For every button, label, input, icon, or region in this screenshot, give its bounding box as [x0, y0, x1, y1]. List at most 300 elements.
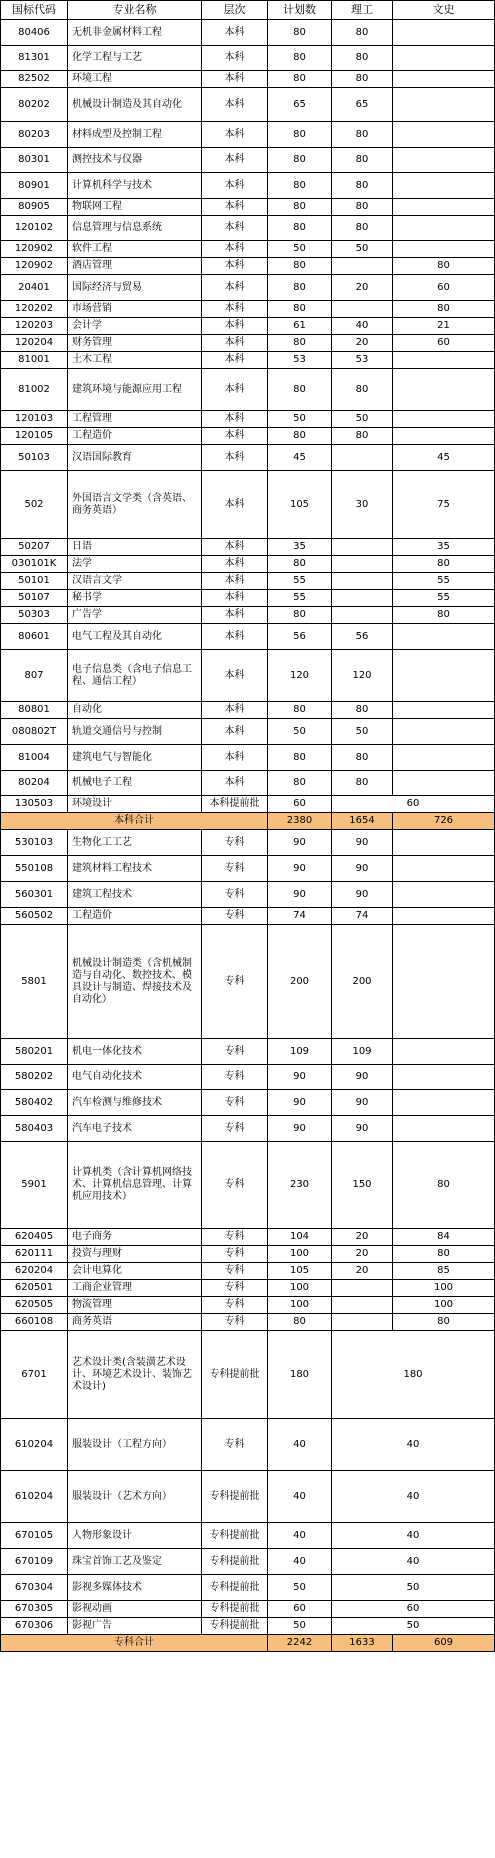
- plan-cell: 80: [268, 71, 332, 88]
- major-cell: 无机非金属材料工程: [68, 20, 202, 46]
- level-cell: 本科: [202, 199, 268, 216]
- level-cell: 专科: [202, 1229, 268, 1246]
- level-cell: 本科: [202, 258, 268, 275]
- code-cell: 620204: [1, 1263, 68, 1280]
- plan-cell: 105: [268, 471, 332, 539]
- level-cell: 专科: [202, 908, 268, 925]
- plan-cell: 53: [268, 352, 332, 369]
- plan-cell: 40: [268, 1523, 332, 1549]
- arts-cell: [393, 241, 495, 258]
- science-cell: 50: [332, 719, 393, 745]
- code-cell: 80601: [1, 624, 68, 650]
- table-row: [1, 20, 495, 46]
- code-cell: 130503: [1, 796, 68, 813]
- science-cell: [332, 607, 393, 624]
- level-cell: 本科: [202, 745, 268, 771]
- science-cell: 80: [332, 216, 393, 241]
- level-cell: 本科: [202, 122, 268, 148]
- code-cell: 670304: [1, 1575, 68, 1601]
- major-cell: 建筑工程技术: [68, 882, 202, 908]
- level-cell: 专科: [202, 830, 268, 856]
- major-cell: 机电一体化技术: [68, 1039, 202, 1065]
- level-cell: 本科提前批: [202, 796, 268, 813]
- plan-cell: 80: [268, 607, 332, 624]
- plan-cell: 80: [268, 275, 332, 301]
- table-row: [1, 539, 495, 556]
- major-cell: 国际经济与贸易: [68, 275, 202, 301]
- arts-cell: 80: [393, 258, 495, 275]
- code-cell: 670109: [1, 1549, 68, 1575]
- arts-cell: [393, 882, 495, 908]
- table-row: [1, 241, 495, 258]
- level-cell: 本科: [202, 88, 268, 122]
- code-cell: 120102: [1, 216, 68, 241]
- table-row: [1, 369, 495, 411]
- header-science: 理工: [332, 1, 393, 20]
- table-row: [1, 1618, 495, 1635]
- code-cell: 670105: [1, 1523, 68, 1549]
- table-row: [1, 318, 495, 335]
- total-plan: 2242: [268, 1635, 332, 1652]
- code-cell: 80901: [1, 173, 68, 199]
- plan-cell: 80: [268, 46, 332, 71]
- arts-cell: [393, 650, 495, 702]
- arts-cell: [393, 88, 495, 122]
- code-cell: 670306: [1, 1618, 68, 1635]
- level-cell: 专科: [202, 1039, 268, 1065]
- science-cell: [332, 1314, 393, 1331]
- arts-cell: 85: [393, 1263, 495, 1280]
- major-cell: 日语: [68, 539, 202, 556]
- code-cell: 670305: [1, 1601, 68, 1618]
- plan-cell: 90: [268, 1116, 332, 1142]
- major-cell: 环境设计: [68, 796, 202, 813]
- code-cell: 120202: [1, 301, 68, 318]
- level-cell: 本科: [202, 352, 268, 369]
- level-cell: 本科: [202, 719, 268, 745]
- level-cell: 专科: [202, 1263, 268, 1280]
- code-cell: 530103: [1, 830, 68, 856]
- code-cell: 120902: [1, 258, 68, 275]
- arts-cell: [393, 352, 495, 369]
- arts-cell: [393, 199, 495, 216]
- table-row: [1, 1116, 495, 1142]
- table-row: [1, 607, 495, 624]
- arts-cell: [393, 1090, 495, 1116]
- table-row: [1, 1549, 495, 1575]
- arts-cell: [393, 1116, 495, 1142]
- major-cell: 电子商务: [68, 1229, 202, 1246]
- major-cell: 软件工程: [68, 241, 202, 258]
- level-cell: 专科: [202, 856, 268, 882]
- table-row: [1, 46, 495, 71]
- plan-cell: 90: [268, 1090, 332, 1116]
- table-row: [1, 590, 495, 607]
- science-cell: 20: [332, 275, 393, 301]
- plan-cell: 80: [268, 428, 332, 445]
- plan-cell: 40: [268, 1471, 332, 1523]
- code-cell: 560301: [1, 882, 68, 908]
- arts-cell: 84: [393, 1229, 495, 1246]
- plan-cell: 61: [268, 318, 332, 335]
- science-cell: [332, 590, 393, 607]
- plan-cell: 80: [268, 771, 332, 796]
- plan-cell: 80: [268, 216, 332, 241]
- arts-cell: 60: [393, 335, 495, 352]
- arts-cell: 45: [393, 445, 495, 471]
- science-cell: 20: [332, 1246, 393, 1263]
- code-cell: 560502: [1, 908, 68, 925]
- major-cell: 投资与理财: [68, 1246, 202, 1263]
- level-cell: 本科: [202, 590, 268, 607]
- science-cell: 150: [332, 1142, 393, 1229]
- major-cell: 会计学: [68, 318, 202, 335]
- plan-cell: 90: [268, 830, 332, 856]
- arts-cell: [393, 20, 495, 46]
- level-cell: 本科: [202, 71, 268, 88]
- plan-cell: 100: [268, 1246, 332, 1263]
- major-cell: 秘书学: [68, 590, 202, 607]
- total-arts: 726: [393, 813, 495, 830]
- arts-cell: [393, 830, 495, 856]
- table-row: [1, 352, 495, 369]
- plan-cell: 200: [268, 925, 332, 1039]
- level-cell: 本科: [202, 46, 268, 71]
- arts-cell: [393, 1065, 495, 1090]
- major-cell: 汉语国际教育: [68, 445, 202, 471]
- plan-cell: 60: [268, 796, 332, 813]
- plan-cell: 80: [268, 20, 332, 46]
- science-arts-merged-cell: 180: [332, 1331, 495, 1419]
- plan-cell: 90: [268, 1065, 332, 1090]
- major-cell: 物流管理: [68, 1297, 202, 1314]
- science-cell: [332, 258, 393, 275]
- major-cell: 自动化: [68, 702, 202, 719]
- plan-cell: 55: [268, 573, 332, 590]
- code-cell: 620111: [1, 1246, 68, 1263]
- major-cell: 机械电子工程: [68, 771, 202, 796]
- code-cell: 120105: [1, 428, 68, 445]
- table-row: [1, 882, 495, 908]
- table-row: [1, 428, 495, 445]
- level-cell: 专科: [202, 1314, 268, 1331]
- major-cell: 酒店管理: [68, 258, 202, 275]
- plan-cell: 35: [268, 539, 332, 556]
- level-cell: 本科: [202, 241, 268, 258]
- code-cell: 502: [1, 471, 68, 539]
- science-cell: 80: [332, 771, 393, 796]
- arts-cell: [393, 702, 495, 719]
- major-cell: 商务英语: [68, 1314, 202, 1331]
- table-row: [1, 1142, 495, 1229]
- major-cell: 工程管理: [68, 411, 202, 428]
- code-cell: 80406: [1, 20, 68, 46]
- arts-cell: [393, 428, 495, 445]
- arts-cell: 35: [393, 539, 495, 556]
- arts-cell: [393, 925, 495, 1039]
- level-cell: 本科: [202, 275, 268, 301]
- level-cell: 专科: [202, 1065, 268, 1090]
- major-cell: 建筑电气与智能化: [68, 745, 202, 771]
- science-cell: 80: [332, 173, 393, 199]
- level-cell: 专科: [202, 1116, 268, 1142]
- code-cell: 81301: [1, 46, 68, 71]
- major-cell: 电气自动化技术: [68, 1065, 202, 1090]
- science-cell: 20: [332, 1229, 393, 1246]
- header-code: 国标代码: [1, 1, 68, 20]
- plan-cell: 80: [268, 702, 332, 719]
- level-cell: 本科: [202, 702, 268, 719]
- major-cell: 工程造价: [68, 908, 202, 925]
- level-cell: 专科提前批: [202, 1471, 268, 1523]
- science-cell: 40: [332, 318, 393, 335]
- major-cell: 物联网工程: [68, 199, 202, 216]
- plan-cell: 50: [268, 411, 332, 428]
- arts-cell: [393, 719, 495, 745]
- table-row: [1, 1331, 495, 1419]
- science-cell: 65: [332, 88, 393, 122]
- plan-cell: 105: [268, 1263, 332, 1280]
- code-cell: 660108: [1, 1314, 68, 1331]
- code-cell: 82502: [1, 71, 68, 88]
- code-cell: 50303: [1, 607, 68, 624]
- science-cell: 30: [332, 471, 393, 539]
- table-row: [1, 335, 495, 352]
- plan-cell: 60: [268, 1601, 332, 1618]
- arts-cell: [393, 624, 495, 650]
- level-cell: 本科: [202, 650, 268, 702]
- major-cell: 人物形象设计: [68, 1523, 202, 1549]
- arts-cell: 80: [393, 556, 495, 573]
- level-cell: 本科: [202, 369, 268, 411]
- science-arts-merged-cell: 40: [332, 1523, 495, 1549]
- plan-cell: 56: [268, 624, 332, 650]
- science-arts-merged-cell: 50: [332, 1618, 495, 1635]
- code-cell: 610204: [1, 1471, 68, 1523]
- level-cell: 本科: [202, 445, 268, 471]
- plan-cell: 80: [268, 556, 332, 573]
- arts-cell: 80: [393, 301, 495, 318]
- level-cell: 专科: [202, 1419, 268, 1471]
- code-cell: 620505: [1, 1297, 68, 1314]
- code-cell: 807: [1, 650, 68, 702]
- table-row: [1, 258, 495, 275]
- plan-cell: 90: [268, 856, 332, 882]
- table-row: [1, 71, 495, 88]
- table-row: [1, 301, 495, 318]
- major-cell: 工程造价: [68, 428, 202, 445]
- code-cell: 20401: [1, 275, 68, 301]
- code-cell: 81001: [1, 352, 68, 369]
- science-cell: [332, 556, 393, 573]
- science-cell: 80: [332, 369, 393, 411]
- header-row: [1, 1, 495, 20]
- major-cell: 汉语言文学: [68, 573, 202, 590]
- arts-cell: [393, 173, 495, 199]
- code-cell: 580201: [1, 1039, 68, 1065]
- level-cell: 专科: [202, 1142, 268, 1229]
- table-row: [1, 1314, 495, 1331]
- science-cell: 74: [332, 908, 393, 925]
- major-cell: 汽车电子技术: [68, 1116, 202, 1142]
- level-cell: 本科: [202, 771, 268, 796]
- total-plan: 2380: [268, 813, 332, 830]
- level-cell: 本科: [202, 624, 268, 650]
- table-row: [1, 1471, 495, 1523]
- major-cell: 珠宝首饰工艺及鉴定: [68, 1549, 202, 1575]
- level-cell: 专科提前批: [202, 1575, 268, 1601]
- header-major: 专业名称: [68, 1, 202, 20]
- science-cell: 20: [332, 1263, 393, 1280]
- table-row: [1, 650, 495, 702]
- plan-cell: 80: [268, 258, 332, 275]
- header-plan: 计划数: [268, 1, 332, 20]
- major-cell: 测控技术与仪器: [68, 148, 202, 173]
- science-arts-merged-cell: 40: [332, 1549, 495, 1575]
- table-row: [1, 1523, 495, 1549]
- major-cell: 法学: [68, 556, 202, 573]
- table-row: [1, 148, 495, 173]
- code-cell: 50107: [1, 590, 68, 607]
- table-row: [1, 411, 495, 428]
- plan-cell: 50: [268, 719, 332, 745]
- code-cell: 81002: [1, 369, 68, 411]
- plan-cell: 55: [268, 590, 332, 607]
- code-cell: 80202: [1, 88, 68, 122]
- science-arts-merged-cell: 40: [332, 1419, 495, 1471]
- science-cell: [332, 445, 393, 471]
- arts-cell: [393, 122, 495, 148]
- level-cell: 本科: [202, 148, 268, 173]
- arts-cell: 80: [393, 1246, 495, 1263]
- table-row: [1, 216, 495, 241]
- level-cell: 专科: [202, 1246, 268, 1263]
- major-cell: 信息管理与信息系统: [68, 216, 202, 241]
- science-cell: 50: [332, 411, 393, 428]
- table-row: [1, 445, 495, 471]
- code-cell: 120902: [1, 241, 68, 258]
- science-cell: 56: [332, 624, 393, 650]
- arts-cell: [393, 46, 495, 71]
- plan-cell: 50: [268, 1575, 332, 1601]
- arts-cell: 80: [393, 607, 495, 624]
- arts-cell: [393, 1039, 495, 1065]
- code-cell: 030101K: [1, 556, 68, 573]
- science-cell: 80: [332, 428, 393, 445]
- major-cell: 建筑环境与能源应用工程: [68, 369, 202, 411]
- major-cell: 影视广告: [68, 1618, 202, 1635]
- plan-cell: 80: [268, 199, 332, 216]
- table-row: [1, 1263, 495, 1280]
- science-cell: [332, 301, 393, 318]
- plan-cell: 100: [268, 1280, 332, 1297]
- plan-cell: 120: [268, 650, 332, 702]
- table-row: [1, 199, 495, 216]
- level-cell: 专科: [202, 1090, 268, 1116]
- table-row: [1, 830, 495, 856]
- level-cell: 本科: [202, 20, 268, 46]
- arts-cell: [393, 771, 495, 796]
- science-cell: 80: [332, 122, 393, 148]
- code-cell: 080802T: [1, 719, 68, 745]
- science-cell: 80: [332, 745, 393, 771]
- plan-cell: 45: [268, 445, 332, 471]
- plan-cell: 90: [268, 882, 332, 908]
- arts-cell: [393, 71, 495, 88]
- code-cell: 50101: [1, 573, 68, 590]
- plan-cell: 80: [268, 369, 332, 411]
- major-cell: 化学工程与工艺: [68, 46, 202, 71]
- code-cell: 50207: [1, 539, 68, 556]
- table-row: [1, 796, 495, 813]
- arts-cell: 75: [393, 471, 495, 539]
- level-cell: 专科提前批: [202, 1618, 268, 1635]
- code-cell: 580202: [1, 1065, 68, 1090]
- science-cell: 120: [332, 650, 393, 702]
- table-row: [1, 745, 495, 771]
- arts-cell: 80: [393, 1142, 495, 1229]
- level-cell: 本科: [202, 573, 268, 590]
- science-cell: 53: [332, 352, 393, 369]
- total-science: 1654: [332, 813, 393, 830]
- level-cell: 本科: [202, 335, 268, 352]
- arts-cell: [393, 745, 495, 771]
- code-cell: 610204: [1, 1419, 68, 1471]
- major-cell: 工商企业管理: [68, 1280, 202, 1297]
- major-cell: 电气工程及其自动化: [68, 624, 202, 650]
- major-cell: 机械设计制造及其自动化: [68, 88, 202, 122]
- level-cell: 本科: [202, 428, 268, 445]
- science-cell: 109: [332, 1039, 393, 1065]
- major-cell: 广告学: [68, 607, 202, 624]
- arts-cell: [393, 148, 495, 173]
- benke-total-row: [1, 813, 495, 830]
- plan-cell: 100: [268, 1297, 332, 1314]
- table-row: [1, 1246, 495, 1263]
- arts-cell: 100: [393, 1280, 495, 1297]
- level-cell: 专科: [202, 1280, 268, 1297]
- major-cell: 汽车检测与维修技术: [68, 1090, 202, 1116]
- science-cell: 200: [332, 925, 393, 1039]
- major-cell: 建筑材料工程技术: [68, 856, 202, 882]
- arts-cell: [393, 411, 495, 428]
- level-cell: 专科: [202, 882, 268, 908]
- major-cell: 机械设计制造类（含机械制造与自动化、数控技术、模具设计与制造、焊接技术及自动化）: [68, 925, 202, 1039]
- level-cell: 本科: [202, 173, 268, 199]
- plan-cell: 74: [268, 908, 332, 925]
- table-row: [1, 88, 495, 122]
- table-row: [1, 771, 495, 796]
- table-row: [1, 122, 495, 148]
- code-cell: 80801: [1, 702, 68, 719]
- arts-cell: 80: [393, 1314, 495, 1331]
- plan-cell: 80: [268, 301, 332, 318]
- plan-cell: 40: [268, 1549, 332, 1575]
- table-row: [1, 1280, 495, 1297]
- science-cell: 80: [332, 702, 393, 719]
- science-arts-merged-cell: 50: [332, 1575, 495, 1601]
- plan-cell: 65: [268, 88, 332, 122]
- science-cell: [332, 539, 393, 556]
- table-row: [1, 1090, 495, 1116]
- table-row: [1, 925, 495, 1039]
- level-cell: 专科提前批: [202, 1549, 268, 1575]
- header-arts: 文史: [393, 1, 495, 20]
- table-row: [1, 856, 495, 882]
- plan-cell: 80: [268, 122, 332, 148]
- code-cell: 580403: [1, 1116, 68, 1142]
- header-level: 层次: [202, 1, 268, 20]
